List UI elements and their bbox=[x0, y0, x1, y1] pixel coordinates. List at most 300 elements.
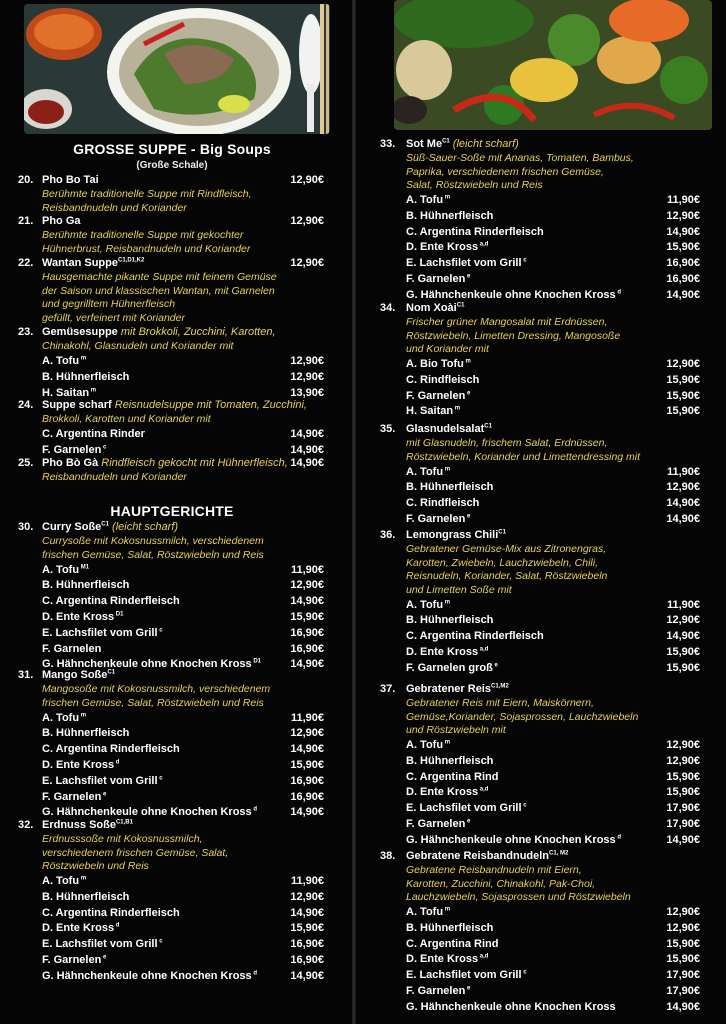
option-price: 15,90€ bbox=[290, 758, 324, 771]
option-label-text: F. Garnelen bbox=[406, 273, 466, 285]
item-description: und Limetten Soße mit bbox=[406, 583, 512, 596]
option-label bbox=[42, 355, 86, 367]
option-label-text: A. Tofu bbox=[42, 711, 80, 724]
option-label-text: B. Hühnerfleisch bbox=[42, 890, 130, 903]
item-name bbox=[42, 521, 178, 533]
option-price: 15,90€ bbox=[666, 937, 700, 950]
option-price: 16,90€ bbox=[666, 257, 700, 270]
allergen-code: c bbox=[157, 938, 163, 945]
item-price: 14,90€ bbox=[290, 457, 324, 469]
allergen-code: D1 bbox=[114, 611, 124, 618]
item-name bbox=[42, 257, 144, 269]
option-label-text: C. Argentina Rinderfleisch bbox=[42, 743, 180, 756]
option-price: 15,90€ bbox=[666, 389, 700, 402]
option-label bbox=[42, 922, 119, 934]
allergen-code: m bbox=[443, 739, 451, 746]
item-price: 12,90€ bbox=[290, 257, 324, 269]
option-label bbox=[406, 953, 488, 965]
item-name bbox=[406, 138, 519, 150]
option-label-text: E. Lachsfilet vom Grill bbox=[42, 774, 158, 787]
option-label bbox=[42, 791, 106, 803]
option-label bbox=[42, 611, 123, 623]
allergen-code: e bbox=[465, 273, 471, 280]
option-label-text: F. Garnelen bbox=[406, 818, 466, 830]
allergen-code: a,d bbox=[478, 241, 489, 248]
option-label bbox=[406, 614, 493, 626]
option-price: 12,90€ bbox=[290, 890, 324, 903]
item-name-text: Suppe scharf bbox=[42, 399, 112, 411]
option-label bbox=[406, 739, 450, 751]
item-name bbox=[406, 302, 464, 314]
option-price: 12,90€ bbox=[666, 739, 700, 751]
allergen-code: e bbox=[465, 389, 471, 396]
option-label bbox=[406, 289, 621, 301]
option-label-text: A. Tofu bbox=[42, 563, 80, 576]
item-description: Mangosoße mit Kokosnussmilch, verschiedenem bbox=[42, 683, 271, 695]
option-label bbox=[406, 390, 470, 402]
option-label bbox=[42, 712, 86, 724]
allergen-code: C1 bbox=[484, 423, 492, 430]
option-price: 12,90€ bbox=[290, 355, 324, 367]
option-price: 14,90€ bbox=[290, 906, 324, 919]
allergen-code: e bbox=[101, 790, 107, 797]
item-number: 30. bbox=[18, 521, 34, 533]
item-description: und Röstzwiebeln mit bbox=[406, 724, 506, 736]
option-price: 11,90€ bbox=[290, 875, 324, 887]
option-label bbox=[42, 564, 89, 576]
item-number: 35. bbox=[380, 423, 396, 435]
option-label bbox=[406, 405, 460, 417]
item-name-text: Gebratene Reisbandnudeln bbox=[406, 850, 550, 862]
pho-soup-illustration bbox=[24, 4, 330, 134]
item-description: Berühmte traditionelle Suppe mit Rindfleisch, bbox=[42, 188, 252, 200]
allergen-code: C1 bbox=[498, 529, 506, 536]
option-label bbox=[406, 755, 493, 767]
allergen-code: e bbox=[492, 662, 498, 669]
allergen-code: e bbox=[465, 818, 471, 825]
option-label-text: G. Hähnchenkeule ohne Knochen Kross bbox=[406, 288, 616, 301]
option-label-text: F. Garnelen bbox=[42, 642, 102, 655]
option-price: 12,90€ bbox=[666, 481, 700, 494]
item-name bbox=[42, 174, 99, 186]
option-label bbox=[406, 194, 450, 206]
item-number: 22. bbox=[18, 257, 34, 269]
option-label-text: E. Lachsfilet vom Grill bbox=[406, 257, 522, 270]
option-label bbox=[42, 387, 96, 399]
option-label bbox=[406, 771, 498, 783]
option-price: 15,90€ bbox=[666, 405, 700, 418]
item-description: Gebratene Reisbandnudeln mit Eiern, bbox=[406, 864, 582, 876]
item-name-text: Sot Me bbox=[406, 138, 443, 150]
option-price: 14,90€ bbox=[290, 595, 324, 608]
item-price: 12,90€ bbox=[290, 215, 324, 227]
item-number: 34. bbox=[380, 302, 396, 314]
item-number: 24. bbox=[18, 399, 34, 411]
item-description: und gegrilltem Hühnerfleisch bbox=[42, 298, 176, 310]
option-label bbox=[42, 775, 163, 787]
item-inline-description: (leicht scharf) bbox=[108, 521, 179, 533]
item-number: 25. bbox=[18, 457, 34, 469]
option-label bbox=[406, 938, 498, 950]
option-label bbox=[406, 374, 479, 386]
allergen-code: a,d bbox=[478, 646, 489, 653]
option-price: 12,90€ bbox=[666, 358, 700, 370]
option-label bbox=[42, 595, 180, 607]
option-label-text: C. Argentina Rinderfleisch bbox=[42, 906, 180, 919]
allergen-code: m bbox=[79, 355, 87, 362]
item-name-text: Gebratener Reis bbox=[406, 683, 491, 695]
option-label bbox=[406, 1001, 616, 1013]
item-name-text: Pho Ga bbox=[42, 215, 81, 227]
item-description: Gebratener Gemüse-Mix aus Zitronengras, bbox=[406, 543, 607, 555]
item-name-text: Erdnuss Soße bbox=[42, 819, 116, 831]
option-price: 16,90€ bbox=[290, 790, 324, 803]
option-label-text: E. Lachsfilet vom Grill bbox=[406, 969, 522, 982]
item-description: Currysoße mit Kokosnussmilch, verschiedenem bbox=[42, 535, 264, 547]
option-label bbox=[42, 954, 106, 966]
option-label bbox=[406, 969, 527, 981]
option-price: 12,90€ bbox=[290, 579, 324, 592]
option-label bbox=[42, 727, 129, 739]
item-name-text: Nom Xoài bbox=[406, 302, 457, 314]
item-name bbox=[406, 683, 509, 695]
item-description: und Koriander mit bbox=[406, 343, 489, 355]
option-label bbox=[406, 834, 621, 846]
item-description: Berühmte traditionelle Suppe mit gekochter bbox=[42, 229, 244, 241]
option-label bbox=[42, 891, 129, 903]
option-price: 14,90€ bbox=[666, 833, 700, 846]
item-name-text: Wantan Suppe bbox=[42, 257, 118, 269]
item-inline-description: Reisnudelsuppe mit Tomaten, Zucchini, bbox=[111, 399, 307, 411]
allergen-code: m bbox=[443, 194, 451, 201]
option-label bbox=[42, 371, 129, 383]
allergen-code: m bbox=[443, 598, 451, 605]
option-label bbox=[406, 466, 450, 478]
option-label bbox=[406, 662, 498, 674]
option-label-text: B. Hühnerfleisch bbox=[406, 209, 494, 222]
option-price: 11,90€ bbox=[666, 598, 700, 611]
option-label-text: A. Tofu bbox=[406, 598, 444, 611]
option-label-text: F. Garnelen bbox=[42, 954, 102, 966]
item-number: 38. bbox=[380, 850, 396, 862]
option-price: 14,90€ bbox=[290, 443, 324, 456]
option-label-text: B. Hühnerfleisch bbox=[42, 370, 130, 383]
option-price: 16,90€ bbox=[290, 774, 324, 787]
item-description: Erdnusssoße mit Kokosnussmilch, bbox=[42, 833, 203, 845]
option-price: 11,90€ bbox=[666, 465, 700, 478]
option-price: 15,90€ bbox=[290, 610, 324, 623]
option-price: 16,90€ bbox=[290, 938, 324, 951]
option-price: 17,90€ bbox=[666, 985, 700, 997]
option-label bbox=[42, 627, 163, 639]
item-inline-description: mit Brokkoli, Zucchini, Karotten, bbox=[117, 326, 276, 338]
option-label-text: A. Bio Tofu bbox=[406, 358, 464, 370]
item-description: Karotten, Zwiebeln, Lauchzwiebeln, Chili, bbox=[406, 556, 599, 569]
item-name bbox=[42, 457, 288, 469]
item-description: verschiedenem frischen Gemüse, Salat, bbox=[42, 846, 229, 859]
option-label-text: G. Hähnchenkeule ohne Knochen Kross bbox=[406, 1000, 616, 1013]
option-label bbox=[406, 818, 470, 830]
allergen-code: D1 bbox=[251, 658, 261, 665]
option-price: 15,90€ bbox=[666, 373, 700, 386]
menu-page-right bbox=[356, 0, 726, 1024]
option-price: 14,90€ bbox=[666, 630, 700, 643]
option-price: 15,90€ bbox=[290, 922, 324, 935]
option-price: 14,90€ bbox=[290, 743, 324, 756]
option-label-text: D. Ente Kross bbox=[406, 241, 479, 254]
item-number: 21. bbox=[18, 215, 34, 227]
option-label-text: H. Saitan bbox=[406, 405, 454, 418]
item-number: 36. bbox=[380, 529, 396, 541]
item-description: Reisbandnudeln und Koriander bbox=[42, 471, 187, 483]
option-price: 11,90€ bbox=[290, 711, 324, 724]
option-label bbox=[42, 579, 129, 591]
option-label bbox=[406, 497, 479, 509]
option-label bbox=[42, 806, 257, 818]
item-description: Chinakohl, Glasnudeln und Koriander mit bbox=[42, 340, 234, 352]
option-price: 14,90€ bbox=[666, 512, 700, 525]
allergen-code: m bbox=[79, 875, 87, 882]
option-price: 12,90€ bbox=[666, 614, 700, 627]
option-label-text: A. Tofu bbox=[406, 739, 444, 751]
option-label-text: B. Hühnerfleisch bbox=[42, 727, 130, 740]
option-label-text: H. Saitan bbox=[42, 386, 90, 399]
option-label-text: D. Ente Kross bbox=[406, 786, 479, 799]
allergen-code: d bbox=[114, 922, 120, 929]
section-title-big-soups: GROSSE SUPPE - Big Soups bbox=[73, 141, 271, 157]
option-label-text: G. Hähnchenkeule ohne Knochen Kross bbox=[42, 658, 252, 671]
item-number: 31. bbox=[18, 669, 34, 681]
option-label-text: C. Argentina Rind bbox=[406, 937, 499, 950]
item-description: Röstzwiebeln, Limetten Dressing, Mangosoße bbox=[406, 329, 621, 342]
option-label bbox=[406, 241, 488, 253]
allergen-code: m bbox=[463, 358, 471, 365]
option-price: 17,90€ bbox=[666, 802, 700, 815]
option-label-text: C. Argentina Rinderfleisch bbox=[42, 595, 180, 608]
option-price: 14,90€ bbox=[290, 658, 324, 671]
item-description: Frischer grüner Mangosalat mit Erdnüssen, bbox=[406, 316, 608, 328]
allergen-code: d bbox=[615, 834, 621, 841]
item-description: der Saison und klassischen Wantan, mit Garnelen bbox=[42, 284, 275, 297]
item-number: 32. bbox=[18, 819, 34, 831]
option-label-text: B. Hühnerfleisch bbox=[406, 921, 494, 934]
menu-page-left bbox=[0, 0, 352, 1024]
item-description: Reisnudeln, Koriander, Salat, Röstzwiebeln bbox=[406, 570, 608, 582]
allergen-code: c bbox=[521, 969, 527, 976]
option-label bbox=[406, 513, 470, 525]
option-label-text: E. Lachsfilet vom Grill bbox=[406, 802, 522, 815]
option-label bbox=[406, 786, 488, 798]
allergen-code: e bbox=[465, 985, 471, 992]
option-price: 14,90€ bbox=[290, 428, 324, 440]
item-name bbox=[406, 423, 492, 435]
option-price: 15,90€ bbox=[666, 241, 700, 254]
item-description: Paprika, verschiedenem frischen Gemüse, bbox=[406, 165, 604, 178]
option-label bbox=[42, 938, 163, 950]
stir-fry-illustration bbox=[394, 0, 712, 130]
item-name bbox=[406, 529, 506, 541]
item-description: Hühnerbrust, Reisbandnudeln und Koriander bbox=[42, 242, 251, 255]
item-name-text: Pho Bo Tai bbox=[42, 174, 99, 186]
option-price: 12,90€ bbox=[666, 209, 700, 222]
stir-fry-photo bbox=[394, 0, 712, 130]
item-description: Süß-Sauer-Soße mit Ananas, Tomaten, Bambus, bbox=[406, 152, 634, 164]
allergen-code: c bbox=[157, 627, 163, 634]
option-label bbox=[406, 922, 493, 934]
option-label bbox=[42, 428, 145, 440]
item-name bbox=[42, 326, 276, 338]
option-label bbox=[42, 643, 101, 655]
option-label-text: E. Lachsfilet vom Grill bbox=[42, 938, 158, 951]
option-price: 14,90€ bbox=[290, 806, 324, 819]
option-price: 17,90€ bbox=[666, 818, 700, 830]
allergen-code: m bbox=[443, 906, 451, 913]
option-label-text: A. Tofu bbox=[42, 355, 80, 367]
option-label-text: C. Argentina Rinderfleisch bbox=[406, 630, 544, 643]
item-description: frischen Gemüse, Salat, Röstzwiebeln und Reis bbox=[42, 548, 264, 561]
option-label-text: F. Garnelen bbox=[406, 389, 466, 402]
option-label-text: C. Argentina Rind bbox=[406, 770, 499, 783]
item-number: 23. bbox=[18, 326, 34, 338]
option-label-text: F. Garnelen bbox=[406, 985, 466, 997]
allergen-code: m bbox=[89, 386, 97, 393]
option-price: 12,90€ bbox=[666, 754, 700, 767]
allergen-code: c bbox=[521, 257, 527, 264]
option-label bbox=[406, 802, 527, 814]
allergen-code: c bbox=[101, 444, 107, 451]
item-name bbox=[42, 399, 307, 411]
item-description: gefüllt, verfeinert mit Koriander bbox=[42, 311, 185, 324]
allergen-code: e bbox=[465, 513, 471, 520]
option-label-text: D. Ente Kross bbox=[406, 645, 479, 658]
item-description: Gemüse,Koriander, Sojasprossen, Lauchzwiebeln bbox=[406, 710, 639, 723]
item-description: Brokkoli, Karotten und Koriander mit bbox=[42, 413, 211, 425]
item-name bbox=[42, 669, 115, 681]
allergen-code: C1 bbox=[456, 302, 465, 309]
option-price: 15,90€ bbox=[666, 770, 700, 783]
option-label-text: D. Ente Kross bbox=[406, 953, 479, 966]
option-label-text: C. Argentina Rinder bbox=[42, 428, 145, 440]
item-description: Hausgemachte pikante Suppe mit feinem Gemüse bbox=[42, 271, 277, 283]
item-name-text: Gemüsesuppe bbox=[42, 326, 118, 338]
option-price: 16,90€ bbox=[290, 954, 324, 966]
item-description: frischen Gemüse, Salat, Röstzwiebeln und Reis bbox=[42, 696, 264, 709]
option-label-text: B. Hühnerfleisch bbox=[406, 754, 494, 767]
allergen-code: m bbox=[453, 405, 461, 412]
option-price: 12,90€ bbox=[290, 370, 324, 383]
option-label bbox=[42, 970, 257, 982]
option-label bbox=[42, 759, 119, 771]
allergen-code: e bbox=[101, 954, 107, 961]
option-label bbox=[42, 907, 180, 919]
option-price: 12,90€ bbox=[666, 921, 700, 934]
option-price: 17,90€ bbox=[666, 969, 700, 982]
allergen-code: C1, M2 bbox=[549, 850, 569, 857]
allergen-code: m bbox=[79, 711, 87, 718]
allergen-code: d bbox=[251, 970, 257, 977]
option-price: 11,90€ bbox=[666, 194, 700, 206]
option-label-text: A. Tofu bbox=[406, 906, 444, 918]
allergen-code: M1 bbox=[79, 563, 90, 570]
option-price: 13,90€ bbox=[290, 386, 324, 399]
allergen-code: C1 bbox=[107, 669, 116, 676]
option-price: 12,90€ bbox=[290, 727, 324, 740]
option-label bbox=[406, 630, 544, 642]
item-inline-description: Rindfleisch gekocht mit Hühnerfleisch, bbox=[98, 457, 288, 469]
option-label bbox=[406, 210, 493, 222]
option-label-text: F. Garnelen groß bbox=[406, 661, 493, 674]
option-label-text: B. Hühnerfleisch bbox=[42, 579, 130, 592]
allergen-code: c bbox=[521, 802, 527, 809]
option-price: 15,90€ bbox=[666, 953, 700, 966]
item-number: 33. bbox=[380, 138, 396, 150]
section-title-main-dishes: HAUPTGERICHTE bbox=[110, 503, 234, 519]
item-name-text: Lemongrass Chili bbox=[406, 529, 499, 541]
option-price: 14,90€ bbox=[290, 969, 324, 982]
option-label-text: C. Argentina Rinderfleisch bbox=[406, 225, 544, 238]
allergen-code: d bbox=[251, 806, 257, 813]
option-label-text: D. Ente Kross bbox=[42, 610, 115, 623]
option-label bbox=[406, 906, 450, 918]
allergen-code: d bbox=[114, 759, 120, 766]
allergen-code: a,d bbox=[478, 953, 489, 960]
item-description: mit Glasnudeln, frischem Salat, Erdnüssen, bbox=[406, 437, 608, 449]
pho-soup-photo bbox=[24, 4, 330, 134]
option-label bbox=[406, 985, 470, 997]
option-price: 16,90€ bbox=[290, 626, 324, 639]
option-label-text: F. Garnelen bbox=[42, 443, 102, 456]
option-label-text: F. Garnelen bbox=[42, 790, 102, 803]
option-price: 12,90€ bbox=[666, 906, 700, 918]
option-label-text: G. Hähnchenkeule ohne Knochen Kross bbox=[406, 833, 616, 846]
option-label bbox=[42, 743, 180, 755]
option-label bbox=[406, 358, 471, 370]
option-price: 14,90€ bbox=[666, 225, 700, 238]
item-description: Reisbandnudeln und Koriander bbox=[42, 201, 187, 214]
option-price: 15,90€ bbox=[666, 786, 700, 799]
option-label bbox=[406, 257, 527, 269]
option-price: 14,90€ bbox=[666, 1000, 700, 1013]
option-label-text: G. Hähnchenkeule ohne Knochen Kross bbox=[42, 806, 252, 819]
option-label-text: B. Hühnerfleisch bbox=[406, 481, 494, 494]
allergen-code: C1,B1 bbox=[115, 819, 133, 826]
allergen-code: C1 bbox=[442, 138, 450, 145]
option-label-text: G. Hähnchenkeule ohne Knochen Kross bbox=[42, 969, 252, 982]
item-description: Gebratener Reis mit Eiern, Maiskörnern, bbox=[406, 697, 594, 709]
option-label-text: E. Lachsfilet vom Grill bbox=[42, 626, 158, 639]
item-name-text: Pho Bò Gà bbox=[42, 457, 99, 469]
option-label bbox=[406, 481, 493, 493]
allergen-code: m bbox=[443, 465, 451, 472]
item-name-text: Curry Soße bbox=[42, 521, 102, 533]
option-label-text: D. Ente Kross bbox=[42, 922, 115, 935]
item-description: Lauchzwiebeln, Sojasprossen und Röstzwiebeln bbox=[406, 891, 631, 903]
item-name bbox=[42, 215, 81, 227]
section-subtitle: (Große Schale) bbox=[136, 160, 208, 171]
allergen-code: c bbox=[157, 775, 163, 782]
option-label bbox=[42, 444, 106, 456]
option-price: 15,90€ bbox=[666, 661, 700, 674]
option-price: 15,90€ bbox=[666, 645, 700, 658]
allergen-code: C1,D1,K2 bbox=[117, 257, 145, 264]
option-label-text: A. Tofu bbox=[42, 875, 80, 887]
option-label bbox=[406, 273, 470, 285]
option-label-text: A. Tofu bbox=[406, 194, 444, 206]
option-label-text: F. Garnelen bbox=[406, 512, 466, 525]
allergen-code: a,d bbox=[478, 786, 489, 793]
item-description: Röstzwiebeln, Koriander und Limettendressing mit bbox=[406, 450, 641, 463]
option-label-text: B. Hühnerfleisch bbox=[406, 614, 494, 627]
